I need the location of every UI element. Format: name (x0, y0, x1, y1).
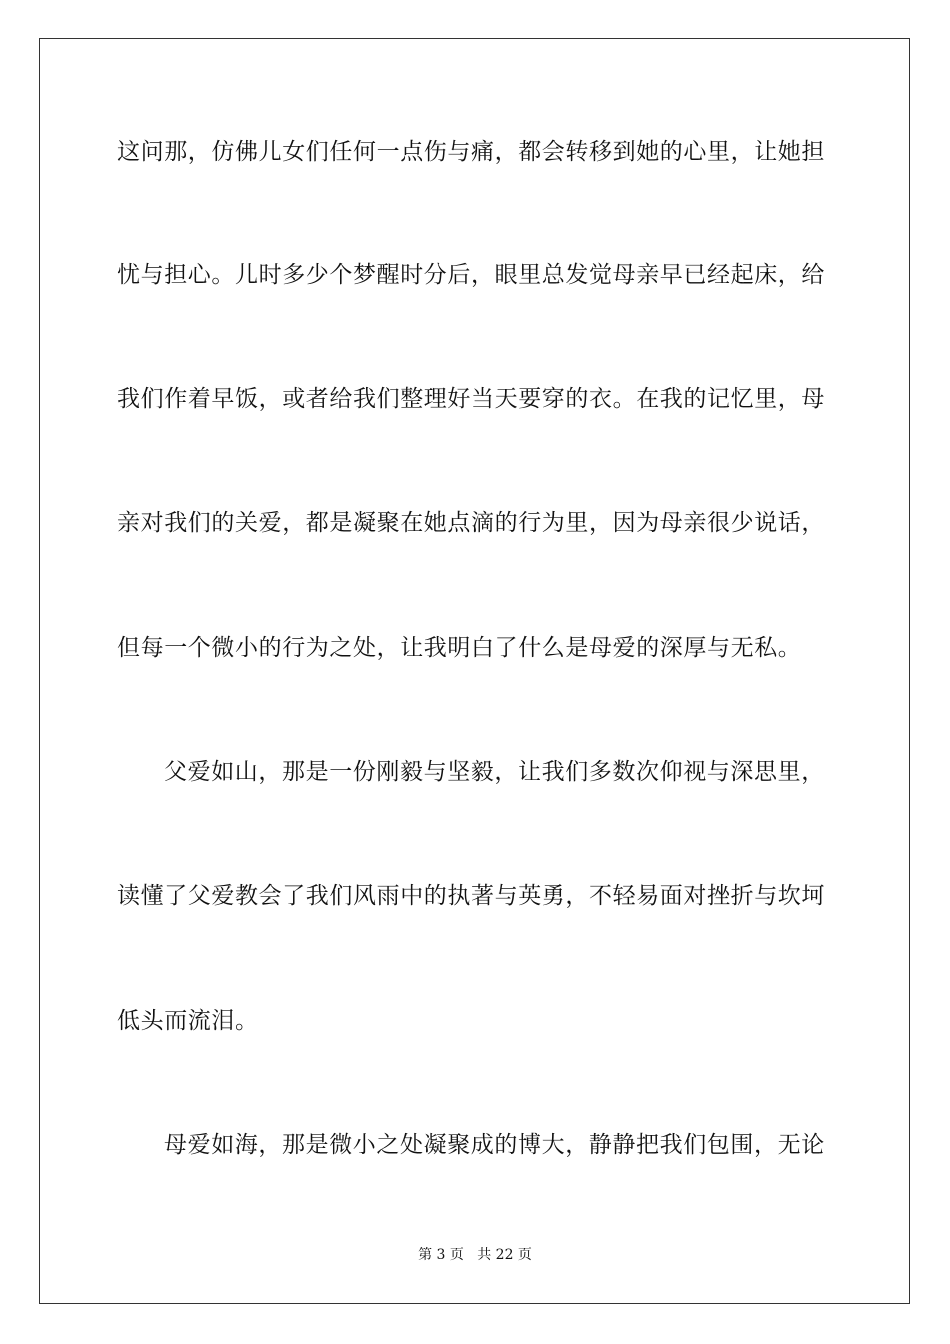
page-number-footer: 第 3 页 共 22 页 (418, 1247, 532, 1263)
text-line: 读懂了父爱教会了我们风雨中的执著与英勇，不轻易面对挫折与坎坷 (117, 883, 825, 909)
text-line: 这问那，仿佛儿女们任何一点伤与痛，都会转移到她的心里，让她担 (117, 139, 825, 165)
text-line: 亲对我们的关爱，都是凝聚在她点滴的行为里，因为母亲很少说话， (117, 510, 825, 536)
paragraph-start-line: 父爱如山，那是一份刚毅与坚毅，让我们多数次仰视与深思里， (164, 759, 825, 785)
page-border (39, 38, 910, 1304)
paragraph-start-line: 母爱如海，那是微小之处凝聚成的博大，静静把我们包围，无论 (164, 1132, 825, 1158)
text-line: 低头而流泪。 (117, 1008, 259, 1034)
text-line: 我们作着早饭，或者给我们整理好当天要穿的衣。在我的记忆里，母 (117, 386, 825, 412)
text-line: 但每一个微小的行为之处，让我明白了什么是母爱的深厚与无私。 (117, 635, 802, 661)
text-line: 忧与担心。儿时多少个梦醒时分后，眼里总发觉母亲早已经起床，给 (117, 262, 825, 288)
